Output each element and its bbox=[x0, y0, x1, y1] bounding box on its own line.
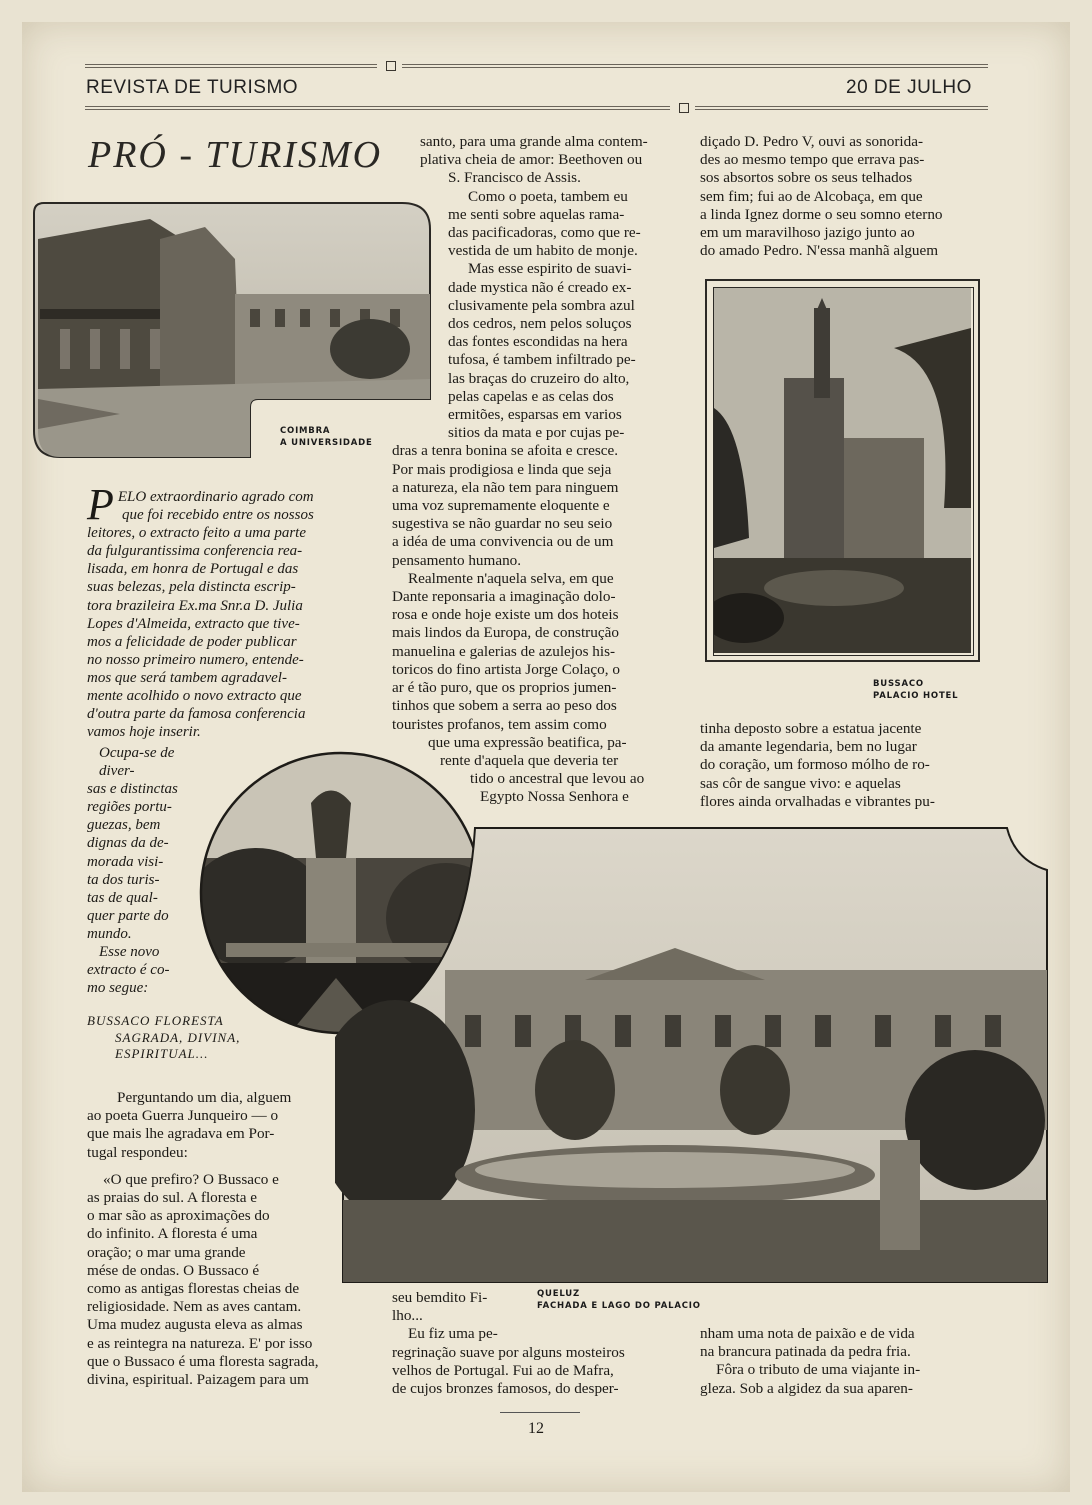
queluz-caption-line2: FACHADA E LAGO DO PALACIO bbox=[537, 1301, 701, 1311]
intro-line: lisada, em honra de Portugal e das bbox=[87, 561, 299, 578]
body-line: como as antigas florestas cheias de bbox=[87, 1280, 300, 1298]
coimbra-caption-line1: COIMBRA bbox=[280, 426, 331, 436]
intro-line: regiões portu- bbox=[87, 799, 172, 816]
page-number: 12 bbox=[528, 1420, 544, 1437]
body-line: des ao mesmo tempo que errava pas- bbox=[700, 151, 925, 169]
body-line: dos cedros, nem pelos soluços bbox=[448, 315, 632, 333]
body-line: que uma expressão beatifica, pa- bbox=[428, 733, 627, 751]
body-line: a idéa de uma convivencia ou de um bbox=[392, 533, 614, 551]
body-line: das pacificadoras, como que re- bbox=[448, 224, 641, 242]
column-3-body bbox=[700, 133, 988, 260]
body-line: pelas capelas e as celas dos bbox=[448, 387, 614, 405]
body-line: touristes profanos, tem assim como bbox=[392, 715, 607, 733]
bussaco-caption bbox=[873, 678, 958, 702]
subtitle-line: ESPIRITUAL... bbox=[115, 1046, 209, 1061]
subtitle-line: SAGRADA, DIVINA, bbox=[115, 1029, 241, 1045]
article-title: PRÓ - TURISMO bbox=[88, 134, 383, 176]
intro-line: dignas da de- bbox=[87, 835, 169, 852]
bussaco-caption-line1: BUSSACO bbox=[873, 679, 924, 689]
subtitle-line: BUSSACO FLORESTA bbox=[87, 1013, 224, 1028]
body-line: Perguntando um dia, alguem bbox=[117, 1089, 292, 1106]
body-line: Realmente n'aquela selva, em que bbox=[408, 569, 614, 587]
body-line: em um maravilhoso jazigo junto ao bbox=[700, 224, 915, 242]
body-line: tugal respondeu: bbox=[87, 1143, 188, 1161]
intro-line: mundo. bbox=[87, 925, 132, 942]
intro-line: tas de qual- bbox=[87, 889, 158, 906]
queluz-caption-line1: QUELUZ bbox=[537, 1289, 580, 1299]
body-line: diçado D. Pedro V, ouvi as sonorida- bbox=[700, 133, 924, 150]
magazine-title: REVISTA DE TURISMO bbox=[86, 77, 299, 98]
intro-line: Esse novo bbox=[99, 944, 160, 961]
body-line: que o Bussaco é uma floresta sagrada, bbox=[87, 1352, 319, 1370]
body-line: tufosa, é tambem infiltrado pe- bbox=[448, 351, 636, 369]
body-line: dras a tenra bonina se afoita e cresce. bbox=[392, 442, 619, 460]
body-line: mais lindos da Europa, de construção bbox=[392, 624, 619, 642]
body-line: seu bemdito Fi- bbox=[392, 1289, 488, 1306]
body-line: Por mais prodigiosa e linda que seja bbox=[392, 460, 612, 478]
body-line: toricos do fino artista Jorge Colaço, o bbox=[392, 660, 620, 678]
column-1-body bbox=[87, 1089, 373, 1389]
intro-line: Ocupa-se de diver- bbox=[99, 745, 175, 780]
section-subtitle bbox=[87, 1013, 287, 1063]
intro-paragraph-continued bbox=[87, 744, 207, 997]
body-line: Eu fiz uma pe- bbox=[408, 1325, 498, 1343]
body-line: Mas esse espirito de suavi- bbox=[468, 260, 632, 278]
body-line: sitios da mata e por cujas pe- bbox=[448, 424, 625, 442]
column-2-body bbox=[392, 133, 680, 807]
column-3-body-mid bbox=[700, 720, 988, 811]
intro-line: tora brazileira Ex.ma Snr.a D. Julia bbox=[87, 597, 303, 614]
top-rule-left bbox=[85, 64, 377, 68]
intro-line: mo segue: bbox=[87, 980, 149, 997]
intro-line: mente acolhido o novo extracto que bbox=[87, 688, 302, 705]
body-line: dade mystica não é creado ex- bbox=[448, 278, 632, 296]
body-line: a natureza, ela não tem para ninguem bbox=[392, 478, 619, 496]
body-line: S. Francisco de Assis. bbox=[448, 169, 581, 187]
queluz-palace-photo bbox=[335, 820, 1055, 1290]
footer-rule bbox=[500, 1412, 580, 1413]
body-line: religiosidade. Nem as aves cantam. bbox=[87, 1298, 302, 1316]
top-rule-right bbox=[402, 64, 988, 68]
header-rule-right bbox=[695, 106, 988, 110]
body-line: regrinação suave por alguns mosteiros bbox=[392, 1343, 625, 1361]
body-line: a linda Ignez dorme o seu somno eterno bbox=[700, 205, 943, 223]
body-line: Fôra o tributo de uma viajante in- bbox=[716, 1361, 921, 1379]
body-line: ao poeta Guerra Junqueiro — o bbox=[87, 1107, 279, 1125]
body-line: mése de ondas. O Bussaco é bbox=[87, 1261, 260, 1279]
intro-line: vamos hoje inserir. bbox=[87, 724, 201, 741]
intro-line: morada visi- bbox=[87, 853, 164, 870]
body-line: manuelina e galerias de azulejos his- bbox=[392, 642, 616, 660]
intro-line: ELO extraordinario agrado com bbox=[117, 489, 314, 505]
body-line: clusivamente pela sombra azul bbox=[448, 296, 635, 314]
intro-dropcap: P bbox=[87, 480, 114, 529]
bussaco-photo-image bbox=[713, 287, 974, 656]
body-line: das fontes escondidas na hera bbox=[448, 333, 628, 351]
intro-line: que foi recebido entre os nossos bbox=[122, 507, 314, 524]
body-line: santo, para uma grande alma contem- bbox=[420, 133, 648, 150]
bussaco-caption-line2: PALACIO HOTEL bbox=[873, 691, 959, 701]
body-line: flores ainda orvalhadas e vibrantes pu- bbox=[700, 792, 935, 810]
body-line: divina, espiritual. Paizagem para um bbox=[87, 1371, 309, 1389]
body-line: sugestiva se não guardar no seu seio bbox=[392, 515, 613, 533]
body-line: tinhos que sobem a serra ao peso dos bbox=[392, 697, 617, 715]
body-line: sas côr de sangue vivo: e aquelas bbox=[700, 774, 901, 792]
body-line: ar é tão puro, que os proprios jumen- bbox=[392, 679, 617, 697]
body-line: rosa e onde hoje existe um dos hoteis bbox=[392, 606, 619, 624]
coimbra-caption-line2: A UNIVERSIDADE bbox=[280, 438, 373, 448]
intro-line: sas e distinctas bbox=[87, 781, 178, 798]
header-rule-left bbox=[85, 106, 670, 110]
body-line: Egypto Nossa Senhora e bbox=[480, 788, 629, 806]
body-line: Como o poeta, tambem eu bbox=[468, 187, 628, 205]
intro-line: leitores, o extracto feito a uma parte bbox=[87, 525, 306, 542]
intro-line: ta dos turis- bbox=[87, 871, 160, 888]
intro-line: mos que será tambem agradavel- bbox=[87, 669, 287, 686]
body-line: tido o ancestral que levou ao bbox=[470, 770, 645, 788]
intro-line: suas belezas, pela distincta escrip- bbox=[87, 579, 296, 596]
body-line: na brancura patinada da pedra fria. bbox=[700, 1343, 911, 1361]
body-line: tinha deposto sobre a estatua jacente bbox=[700, 720, 922, 737]
body-line: que mais lhe agradava em Por- bbox=[87, 1125, 275, 1143]
body-line: lho... bbox=[392, 1307, 423, 1325]
top-rule-ornament bbox=[386, 61, 396, 71]
body-line: las braças do cruzeiro do alto, bbox=[448, 369, 630, 387]
body-line: vestida de um habito de monje. bbox=[448, 242, 638, 260]
body-line: ermitões, esparsas em varios bbox=[448, 406, 622, 424]
body-line: Dante reponsaria a imaginação dolo- bbox=[392, 588, 616, 606]
body-line: do infinito. A floresta é uma bbox=[87, 1225, 258, 1243]
coimbra-university-photo bbox=[30, 199, 434, 461]
body-line: oração; o mar uma grande bbox=[87, 1243, 246, 1261]
body-line: as praias do sul. A floresta e bbox=[87, 1189, 257, 1207]
intro-paragraph bbox=[87, 480, 373, 741]
intro-line: Lopes d'Almeida, extracto que tive- bbox=[87, 615, 300, 632]
issue-date: 20 DE JULHO bbox=[846, 77, 972, 98]
body-line: sos absortos sobre os seus telhados bbox=[700, 169, 913, 187]
intro-line: guezas, bem bbox=[87, 817, 161, 834]
intro-line: mos a felicidade de poder publicar bbox=[87, 633, 297, 650]
body-line: plativa cheia de amor: Beethoven ou bbox=[420, 151, 643, 169]
body-line: nham uma nota de paixão e de vida bbox=[700, 1325, 915, 1342]
column-3-body-bottom bbox=[700, 1325, 988, 1398]
body-line: sem fim; fui ao de Alcobaça, em que bbox=[700, 187, 923, 205]
body-line: uma voz supremamente eloquente e bbox=[392, 497, 610, 515]
intro-line: d'outra parte da famosa conferencia bbox=[87, 706, 306, 723]
body-line: gleza. Sob a algidez da sua aparen- bbox=[700, 1379, 913, 1397]
body-line: e as reintegra na natureza. E' por isso bbox=[87, 1334, 313, 1352]
body-line: de cujos bronzes famosos, do desper- bbox=[392, 1380, 619, 1398]
body-line: o mar são as aproximações do bbox=[87, 1207, 270, 1225]
header-rule-ornament bbox=[679, 103, 689, 113]
body-line: rente d'aquela que deveria ter bbox=[440, 751, 619, 769]
body-line: «O que prefiro? O Bussaco e bbox=[103, 1170, 279, 1188]
intro-line: quer parte do bbox=[87, 907, 169, 924]
body-line: velhos de Portugal. Fui ao de Mafra, bbox=[392, 1361, 614, 1379]
intro-line: no nosso primeiro numero, entende- bbox=[87, 651, 304, 668]
bussaco-palace-hotel-photo bbox=[705, 279, 980, 662]
coimbra-caption bbox=[280, 425, 373, 449]
body-line: me senti sobre aquelas rama- bbox=[448, 205, 625, 223]
column-2-body-bottom bbox=[392, 1289, 680, 1398]
intro-line: extracto é co- bbox=[87, 962, 170, 979]
body-line: pensamento humano. bbox=[392, 551, 522, 569]
body-line: do coração, um formoso mólho de ro- bbox=[700, 756, 930, 774]
body-line: Uma mudez augusta eleva as almas bbox=[87, 1316, 303, 1334]
body-line: do amado Pedro. N'essa manhã alguem bbox=[700, 242, 939, 260]
body-line: da amante legendaria, bem no lugar bbox=[700, 738, 917, 756]
intro-line: da fulgurantissima conferencia rea- bbox=[87, 543, 303, 560]
